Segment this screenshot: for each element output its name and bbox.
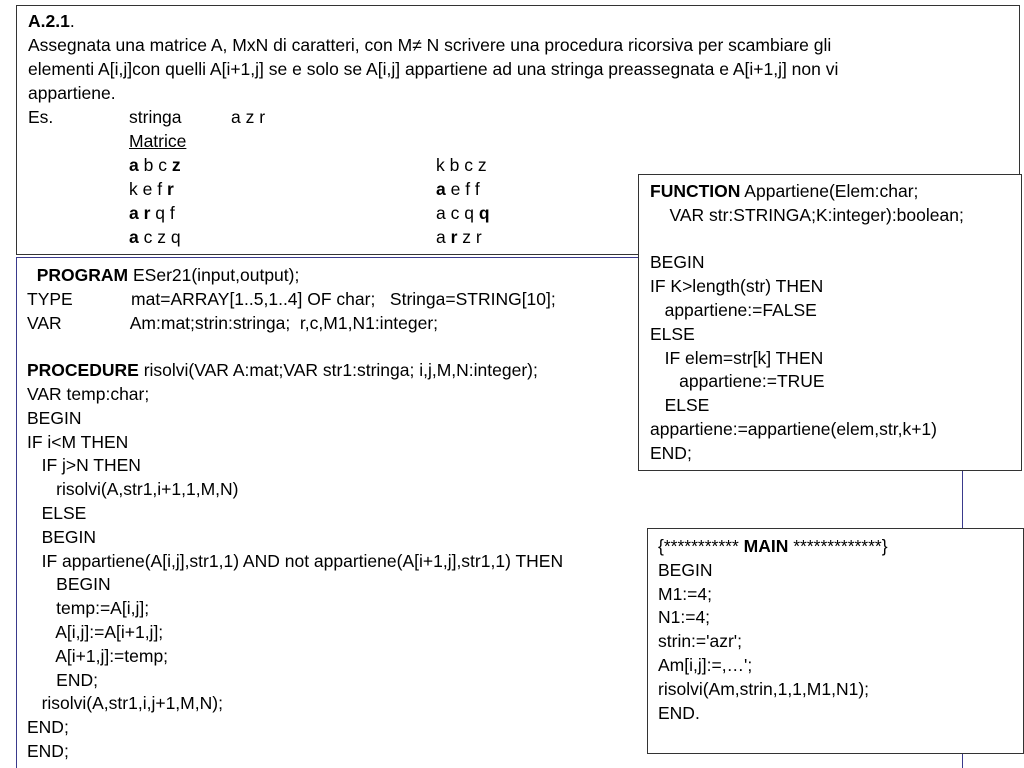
program-line xyxy=(27,383,149,407)
function-box xyxy=(638,174,1022,471)
code-text: BEGIN xyxy=(27,407,82,428)
program-line xyxy=(27,312,438,336)
program-line xyxy=(27,597,149,621)
code-text: TYPE mat=ARRAY[1..5,1..4] OF char; Stringa=STRING[10]; xyxy=(27,288,556,309)
program-line xyxy=(27,264,299,288)
program-line xyxy=(27,454,141,478)
statement-line-1: Assegnata una matrice A, MxN di caratteri, con M≠ N scrivere una procedura ricorsiva per scambiare gli xyxy=(28,35,832,55)
program-line xyxy=(27,526,96,550)
matrix-cell-bold: r xyxy=(166,179,174,199)
main-line xyxy=(658,559,712,583)
matrix-cell-text: k e f xyxy=(129,179,167,199)
code-text: A[i,j]:=A[i+1,j]; xyxy=(27,622,164,642)
matrix-cell-bold: r xyxy=(143,203,151,223)
matrix-row xyxy=(129,154,181,178)
matrix-cell-bold: r xyxy=(450,227,458,247)
program-line xyxy=(27,478,239,502)
main-line xyxy=(658,606,710,630)
matrix-row xyxy=(129,226,181,250)
function-line xyxy=(650,275,823,299)
code-text: temp:=A[i,j]; xyxy=(27,598,150,619)
matrix-row xyxy=(129,202,175,226)
function-line xyxy=(650,251,704,275)
code-text: END. xyxy=(658,702,700,723)
code-text: risolvi(A,str1,i+1,1,M,N) xyxy=(27,479,239,500)
matrix-cell-text: b c xyxy=(138,155,172,175)
code-text: risolvi(Am,strin,1,1,M1,N1); xyxy=(658,678,870,699)
function-line xyxy=(650,370,825,394)
matrix-row xyxy=(436,226,482,250)
program-line xyxy=(27,359,538,383)
main-line xyxy=(658,654,752,678)
program-line xyxy=(27,288,556,312)
function-line xyxy=(650,394,709,418)
function-line xyxy=(650,299,817,323)
program-line xyxy=(27,740,69,764)
main-line xyxy=(658,678,869,702)
matrix-row xyxy=(436,202,490,226)
program-line xyxy=(27,407,81,431)
code-text: BEGIN xyxy=(658,559,713,580)
matrix-cell-bold: a xyxy=(129,227,139,247)
code-text: ESer21(input,output); xyxy=(128,265,300,285)
main-box xyxy=(647,528,1024,754)
program-line xyxy=(27,645,168,669)
code-text: ELSE xyxy=(650,395,710,416)
matrix-cell-text: e f f xyxy=(445,179,480,199)
code-text: IF K>length(str) THEN xyxy=(650,276,824,297)
code-text: END; xyxy=(650,442,692,463)
matrix-cell-bold: a xyxy=(129,155,139,175)
example-label: Es. xyxy=(28,107,54,127)
code-keyword: FUNCTION xyxy=(650,181,741,201)
code-text: END; xyxy=(27,741,69,761)
code-text: *************} xyxy=(788,536,888,556)
program-line xyxy=(27,692,223,716)
code-text: END; xyxy=(27,717,69,738)
code-text: appartiene:=appartiene(elem,str,k+1) xyxy=(650,419,937,439)
matrix-row xyxy=(129,178,174,202)
matrix-cell-text: z r xyxy=(457,227,482,247)
main-line xyxy=(658,535,888,559)
matrix-cell-bold: a xyxy=(129,203,139,223)
main-line xyxy=(658,702,700,726)
matrix-cell-bold: a xyxy=(436,179,446,199)
program-line xyxy=(27,431,128,455)
code-text: risolvi(VAR A:mat;VAR str1:stringa; i,j,M,N:integer); xyxy=(138,360,538,381)
exercise-title: A.2.1. xyxy=(28,11,75,31)
program-line xyxy=(27,550,563,574)
code-text: BEGIN xyxy=(27,574,111,595)
code-keyword: PROGRAM xyxy=(27,265,129,285)
matrix-row xyxy=(436,154,487,178)
matrix-cell-text: q f xyxy=(150,203,175,223)
main-line xyxy=(658,630,742,654)
code-text: ELSE xyxy=(650,323,695,344)
matrix-row xyxy=(436,178,480,202)
statement-line-2: elementi A[i,j]con quelli A[i+1,j] se e solo se A[i,j] appartiene ad una stringa preassegnata e A[i+1,j] non vi xyxy=(28,59,839,79)
function-line xyxy=(650,442,692,466)
program-line xyxy=(27,502,86,526)
function-line xyxy=(650,323,695,347)
code-text: VAR str:STRINGA;K:integer):boolean; xyxy=(650,204,964,225)
matrix-cell-text: k b c z xyxy=(436,155,487,175)
code-text: IF j>N THEN xyxy=(27,455,141,476)
code-text: risolvi(A,str1,i,j+1,M,N); xyxy=(27,693,223,714)
statement-line-3: appartiene. xyxy=(28,83,116,103)
function-line xyxy=(650,418,937,442)
matrix-cell-bold: q xyxy=(478,203,490,223)
matrix-cell-bold: z xyxy=(171,155,181,175)
matrix-cell-text: c z q xyxy=(138,227,181,247)
code-text: Am[i,j]:=,…'; xyxy=(658,655,753,675)
code-text: A[i+1,j]:=temp; xyxy=(27,645,169,666)
program-line xyxy=(27,716,69,740)
string-value: a z r xyxy=(231,107,266,127)
code-text: M1:=4; xyxy=(658,583,712,604)
main-line xyxy=(658,583,712,607)
code-text: Appartiene(Elem:char; xyxy=(740,181,919,201)
code-text: BEGIN xyxy=(27,526,97,547)
code-text: strin:='azr'; xyxy=(658,631,742,652)
program-line xyxy=(27,669,98,693)
function-line xyxy=(650,347,823,371)
code-text: {*********** xyxy=(658,536,744,556)
code-text: IF elem=str[k] THEN xyxy=(650,347,824,368)
program-line xyxy=(27,621,163,645)
string-label: stringa xyxy=(129,107,182,127)
code-text: N1:=4; xyxy=(658,607,711,628)
code-text: VAR temp:char; xyxy=(27,384,150,404)
code-keyword: PROCEDURE xyxy=(27,360,139,381)
matrix-cell-text: a c q xyxy=(436,203,479,223)
function-line xyxy=(650,180,918,204)
code-keyword: MAIN xyxy=(743,536,789,556)
matrix-cell-text: a xyxy=(436,227,451,247)
function-line xyxy=(650,204,964,228)
code-text: appartiene:=TRUE xyxy=(650,371,825,392)
code-text: END; xyxy=(27,669,98,690)
program-line xyxy=(27,573,111,597)
code-text: BEGIN xyxy=(650,252,705,273)
code-text: IF appartiene(A[i,j],str1,1) AND not appartiene(A[i+1,j],str1,1) THEN xyxy=(27,550,564,571)
matrix-label: Matrice xyxy=(129,131,187,151)
code-text: VAR Am:mat;strin:stringa; r,c,M1,N1:integer; xyxy=(27,312,439,333)
code-text: ELSE xyxy=(27,503,87,523)
code-text: appartiene:=FALSE xyxy=(650,300,817,320)
code-text: IF i<M THEN xyxy=(27,431,129,452)
